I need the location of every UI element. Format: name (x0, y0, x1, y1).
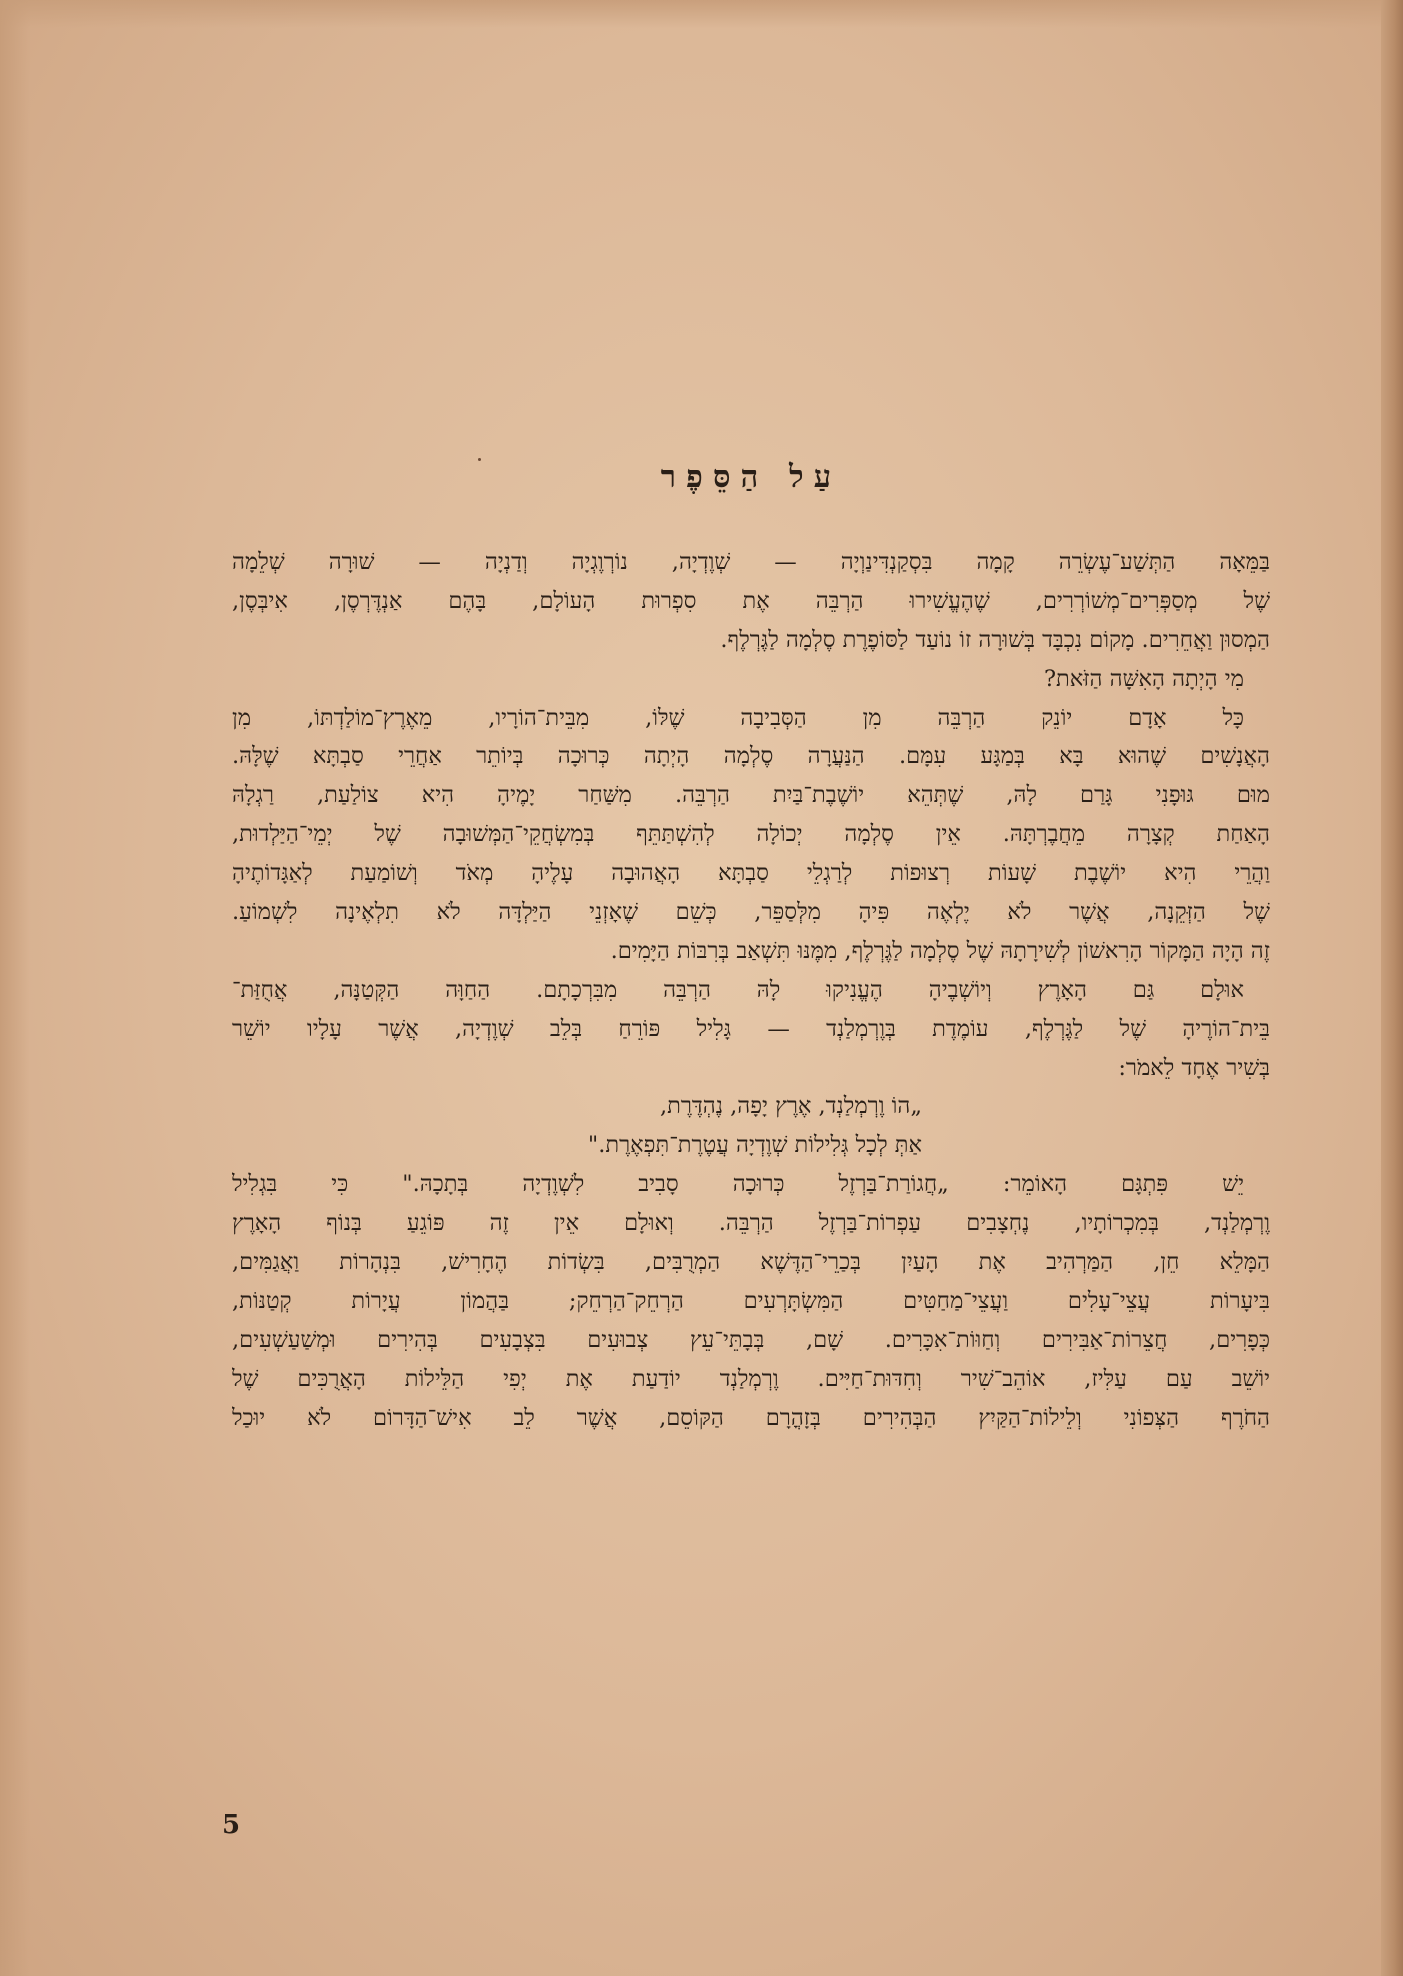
text-line: הַחֹרֶף הַצְּפוֹנִי וְלֵילוֹת־הַקַּיִץ הַבְּהִירִים בְּזָהֳרָם הַקּוֹסֵם, אֲשֶׁר לֵב אִישׁ־הַדָּרוֹם לֹא יוּכַל (232, 1404, 1270, 1431)
text-line: הָאַחַת קְצָרָה מֵחֲבֶרְתָּהּ. אֵין סֶלְמָה יְכוֹלָה לְהִשְׁתַּתֵּף בְּמִשְׂחֲקֵי־הַמְּשׁוּבָה שֶׁל יְמֵי־הַיַּלְדוּת, (232, 821, 1270, 848)
text-line: יוֹשֵׁב עַם עַלִּיז, אוֹהֵב־שִׁיר וְחִדּוּת־חַיִּים. וֶרְמְלַנְד יוֹדַעַת אֶת יְפִי הַלֵּילוֹת הָאֲרֻכִּים שֶׁל (232, 1365, 1270, 1392)
text-line: וַהֲרֵי הִיא יוֹשֶׁבֶת שָׁעוֹת רְצוּפוֹת לְרַגְלֵי סַבְתָּא הָאֲהוּבָה עָלֶיהָ מְאֹד וְשׁוֹמַעַת לְאַגָּדוֹתֶיהָ (232, 860, 1270, 887)
text-line: מִי הָיְתָה הָאִשָּׁה הַזֹּאת? (1043, 665, 1244, 692)
text-line: הָאֲנָשִׁים שֶׁהוּא בָּא בְּמַגָּע עִמָּם. הַנַּעֲרָה סֶלְמָה הָיְתָה כְּרוּכָה בְּיוֹתֵר אַחֲרֵי סַבְתָּא שֶׁלָּהּ. (232, 743, 1270, 770)
page-binding-edge (1381, 0, 1403, 1976)
text-line: הַמָּלֵא חֵן, הַמַּרְהִיב אֶת הָעַיִן בְּכַרֵי־הַדֶּשֶׁא הַמְרֻבִּים, בִּשְׂדוֹת הֶחָרִישׁ, בִּנְהָרוֹת וַאֲגַמִּים, (232, 1249, 1270, 1276)
page-text-block (232, 455, 1270, 1437)
text-line: בַּמֵּאָה הַתְּשַׁע־עֶשְׂרֵה קָמָה בִּסְקַנְדִּינַוְיָה — שְׁוֶדְיָה, נוֹרְוֶגְיָה וְדַנְיָה — שׁוּרָה שְׁלֵמָה (232, 549, 1270, 575)
text-line: כְּפָרִים, חֲצֵרוֹת־אַבִּירִים וְחַוּוֹת־אִכָּרִים. שָׁם, בְּבָתֵּי־עֵץ צְבוּעִים בִּצְבָעִים בְּהִירִים וּמְשַׁעַשְׁעִים, (232, 1326, 1270, 1353)
poem-line: „הוֹ וֶרְמְלַנְד, אֶרֶץ יָפָה, נֶהְדֶּרֶת, (660, 1093, 922, 1120)
text-line: זֶה הָיָה הַמָּקוֹר הָרִאשׁוֹן לְשִׁירָתָהּ שֶׁל סֶלְמָה לַגֶּרְלֶף, מִמֶּנּוּ תִּשְׁאַב בְּרִבּוֹת הַיָּמִים. (610, 937, 1270, 964)
text-line: בֵּית־הוֹרֶיהָ שֶׁל לַגֶּרְלֶף, עוֹמֶדֶת בְּוֶרְמְלַנְד — גָּלִיל פּוֹרֵחַ בְּלֵב שְׁוֶדְיָה, אֲשֶׁר עָלָיו יוֹשֵׁר (232, 1015, 1270, 1042)
text-line: שֶׁל הַזְּקֵנָה, אֲשֶׁר לֹא יֶלְאֶה פִּיהָ מִלְּסַפֵּר, כְּשֵׁם שֶׁאָזְנֵי הַיַּלְדָּה לֹא תִלְאֶינָה לִשְׁמוֹעַ. (232, 899, 1270, 926)
text-line: שֶׁל מְסַפְּרִים־מְשׁוֹרְרִים, שֶׁהֶעֱשִׁירוּ הַרְבֵּה אֶת סִפְרוּת הָעוֹלָם, בָּהֶם אַנְדֶּרְסֶן, אִיבְּסֶן, (232, 587, 1270, 614)
text-line: הַמְסוּן וַאֲחֵרִים. מָקוֹם נִכְבָּד בְּשׁוּרָה זוֹ נוֹעַד לַסּוֹפֶרֶת סֶלְמָה לַגֶּרְלֶף. (720, 626, 1270, 653)
text-line: יֵשׁ פִּתְגָּם הָאוֹמֵר: „חֲגוֹרַת־בַּרְזֶל כְּרוּכָה סָבִיב לִשְׁוֶדְיָה בְּתָכָהּ." כִּי בִּגְלִיל (232, 1171, 1244, 1198)
text-line: מוּם גּוּפָנִי גָּרַם לָהּ, שֶׁתְּהֵא יוֹשֶׁבֶת־בַּיִת הַרְבֵּה. מִשַּׁחַר יָמֶיהָ הִיא צוֹלַעַת, רַגְלָהּ (232, 782, 1270, 809)
chapter-title: עַל הַסֵּפֶר (660, 459, 842, 495)
text-line: בִּיעָרוֹת עֲצֵי־עָלִים וַעֲצֵי־מַחַטִּים הַמִּשְׂתָּרְעִים הַרְחֵק־הַרְחֵק; בַּהֲמוֹן עֲיָרוֹת קְטַנּוֹת, (232, 1287, 1270, 1314)
page-shadow-top (0, 0, 1403, 28)
text-line: וֶרְמְלַנְד, בְּמִכְרוֹתָיו, נֶחְצָבִים עַפְרוֹת־בַּרְזֶל הַרְבֵּה. וְאוּלָם אֵין זֶה פּוֹגֵעַ בְּנוֹף הָאָרֶץ (232, 1210, 1270, 1237)
poem-line: אַתְּ לְכָל גְּלִילוֹת שְׁוֶדְיָה עֲטֶרֶת־תִּפְאֶרֶת." (587, 1132, 922, 1159)
page-number: 5 (222, 1810, 241, 1840)
page-shadow-left (0, 0, 30, 1976)
text-line: כָּל אָדָם יוֹנֵק הַרְבֵּה מִן הַסְּבִיבָה שֶׁלּוֹ, מִבֵּית־הוֹרָיו, מֵאֶרֶץ־מוֹלַדְתּוֹ, מִן (232, 704, 1244, 731)
text-line: בְּשִׁיר אֶחָד לֵאמֹר: (1118, 1054, 1270, 1081)
text-line: אוּלָם גַּם הָאָרֶץ וְיוֹשְׁבֶיהָ הֶעֱנִיקוּ לָהּ הַרְבֵּה מִבִּרְכָתָם. הַחַוָּה הַקְּטַנָּה, אֲחֻזַּת־ (232, 976, 1244, 1003)
